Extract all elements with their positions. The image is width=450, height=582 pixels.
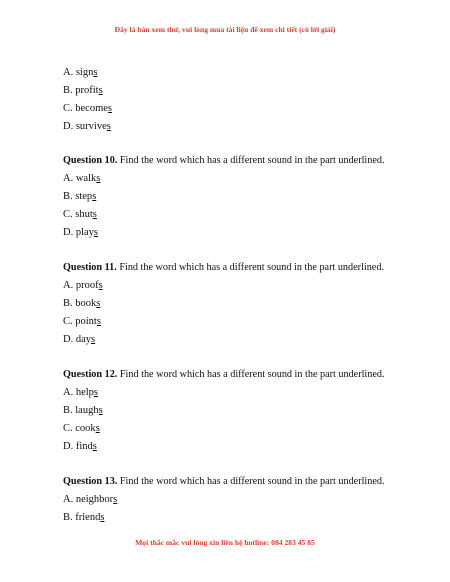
option-letter: A. xyxy=(63,280,76,291)
option-word: book xyxy=(75,298,97,309)
option-letter: A. xyxy=(63,494,76,505)
option-word: laugh xyxy=(75,405,99,416)
hotline-banner: Mọi thắc mắc vui lòng xin liên hệ hotline: 084 283 45 85 xyxy=(135,538,315,547)
option-letter: B. xyxy=(63,405,76,416)
option-letter: B. xyxy=(63,298,76,309)
option-word: proof xyxy=(75,280,99,291)
underlined-part: s xyxy=(107,103,113,114)
underlined-part: s xyxy=(100,512,105,523)
option-letter: B. xyxy=(63,85,76,96)
answer-option xyxy=(63,121,111,133)
question-text: Find the word which has a different sound in the part underlined. xyxy=(117,369,385,380)
underlined-part: s xyxy=(92,441,97,452)
answer-option xyxy=(63,227,98,239)
answer-option xyxy=(63,209,97,221)
answer-option xyxy=(63,67,97,79)
underlined-part: s xyxy=(98,405,103,416)
question-text: Find the word which has a different sound in the part underlined. xyxy=(117,155,385,166)
option-letter: D. xyxy=(63,441,76,452)
underlined-part: s xyxy=(95,423,100,434)
answer-option xyxy=(63,316,101,328)
preview-banner: Đây là bản xem thử, vui lòng mua tài liệu để xem chi tiết (có lời giải) xyxy=(114,25,336,34)
underlined-part: s xyxy=(98,85,103,96)
answer-option xyxy=(63,85,103,97)
option-letter: A. xyxy=(63,387,76,398)
underlined-part: s xyxy=(93,387,99,398)
option-word: survive xyxy=(75,121,107,132)
underlined-part: s xyxy=(92,191,97,202)
question-heading xyxy=(63,262,384,274)
underlined-part: s xyxy=(113,494,118,505)
option-letter: C. xyxy=(63,209,76,220)
option-word: walk xyxy=(75,173,97,184)
option-word: shut xyxy=(75,209,93,220)
option-word: help xyxy=(75,387,94,398)
underlined-part: s xyxy=(96,173,101,184)
option-word: profit xyxy=(75,85,99,96)
answer-option xyxy=(63,405,103,417)
underlined-part: s xyxy=(91,334,96,345)
question-number: Question 12. xyxy=(63,369,118,380)
option-letter: A. xyxy=(63,67,76,78)
answer-option xyxy=(63,512,104,524)
question-number: Question 10. xyxy=(63,155,118,166)
answer-option xyxy=(63,298,100,310)
option-letter: A. xyxy=(63,173,76,184)
option-letter: C. xyxy=(63,316,76,327)
option-letter: C. xyxy=(63,423,76,434)
question-number: Question 11. xyxy=(63,262,117,273)
option-word: find xyxy=(75,441,93,452)
answer-option xyxy=(63,334,95,346)
option-word: point xyxy=(75,316,97,327)
answer-option xyxy=(63,441,97,453)
option-letter: D. xyxy=(63,227,76,238)
option-word: day xyxy=(75,334,92,345)
answer-option xyxy=(63,387,98,399)
answer-option xyxy=(63,103,112,115)
question-heading xyxy=(63,155,385,167)
option-word: neighbor xyxy=(75,494,114,505)
option-word: cook xyxy=(75,423,96,434)
underlined-part: s xyxy=(92,209,97,220)
question-number: Question 13. xyxy=(63,476,118,487)
underlined-part: s xyxy=(93,227,99,238)
option-letter: D. xyxy=(63,121,76,132)
question-heading xyxy=(63,476,385,488)
question-heading xyxy=(63,369,385,381)
answer-option xyxy=(63,173,100,185)
option-word: sign xyxy=(75,67,94,78)
option-word: play xyxy=(75,227,94,238)
underlined-part: s xyxy=(98,280,103,291)
answer-option xyxy=(63,191,96,203)
option-word: step xyxy=(75,191,93,202)
option-letter: B. xyxy=(63,512,76,523)
option-letter: D. xyxy=(63,334,76,345)
underlined-part: s xyxy=(106,121,111,132)
underlined-part: s xyxy=(96,316,101,327)
answer-option xyxy=(63,494,117,506)
option-letter: B. xyxy=(63,191,76,202)
question-text: Find the word which has a different sound in the part underlined. xyxy=(116,262,384,273)
option-word: friend xyxy=(75,512,101,523)
question-text: Find the word which has a different sound in the part underlined. xyxy=(117,476,385,487)
underlined-part: s xyxy=(93,67,98,78)
option-letter: C. xyxy=(63,103,76,114)
option-word: become xyxy=(75,103,108,114)
answer-option xyxy=(63,423,100,435)
answer-option xyxy=(63,280,103,292)
underlined-part: s xyxy=(96,298,101,309)
